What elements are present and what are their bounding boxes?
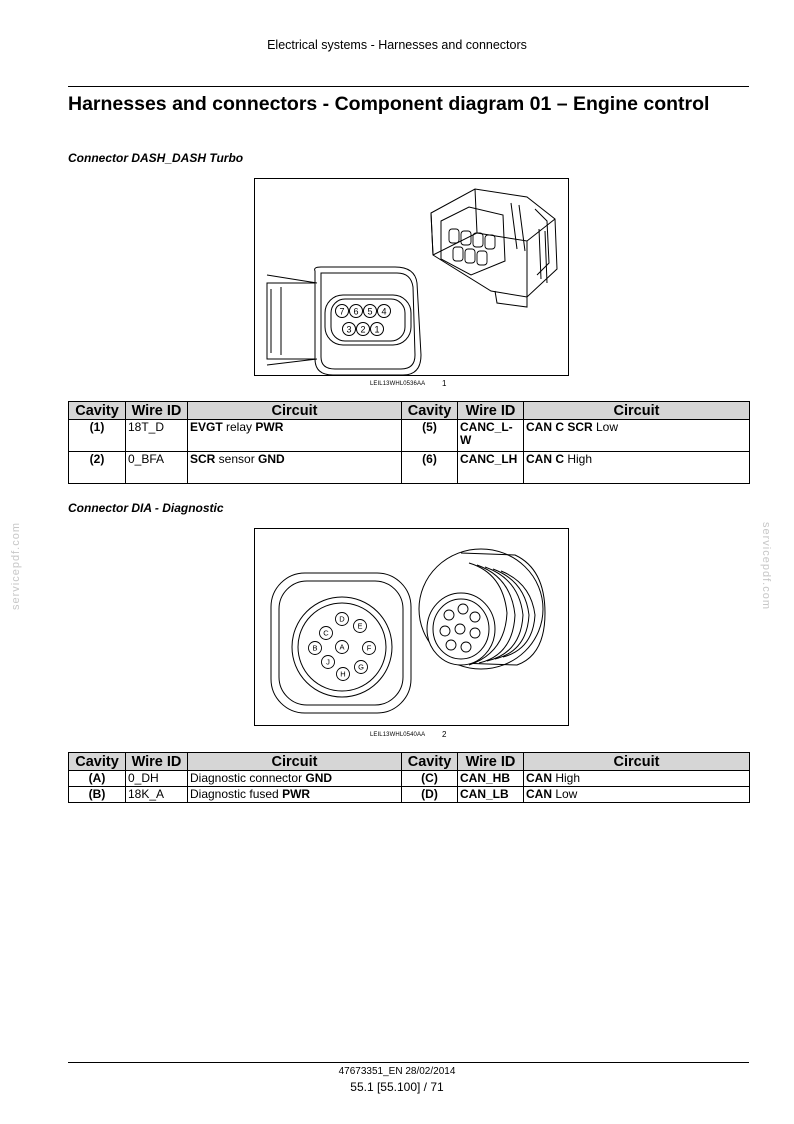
wire-id-cell: CANC_LH — [458, 452, 524, 484]
cavity-cell: (B) — [69, 787, 126, 803]
figure-diagnostic-connector — [254, 528, 569, 726]
footer-doc-id: 47673351_EN 28/02/2014 — [338, 1066, 456, 1077]
circuit-cell: EVGT relay PWR — [188, 420, 402, 452]
table-row — [69, 420, 750, 452]
pin-label: 1 — [374, 324, 380, 335]
page-title: Harnesses and connectors - Component diagram 01 – Engine control — [68, 93, 710, 115]
column-header: Cavity — [402, 753, 458, 771]
pin-label: B — [312, 643, 318, 653]
pin-label: 3 — [346, 324, 352, 335]
pin-label: 6 — [353, 306, 359, 317]
figure-caption: LEIL13WHL0536AA — [370, 381, 426, 387]
circuit-cell: Diagnostic fused PWR — [188, 787, 402, 803]
pin-label: F — [366, 643, 372, 653]
pin-label: 2 — [360, 324, 366, 335]
wire-id-cell: 18T_D — [126, 420, 188, 452]
footer-page-number: 55.1 [55.100] / 71 — [350, 1080, 444, 1094]
pin-label: J — [326, 657, 330, 667]
cavity-cell: (6) — [402, 452, 458, 484]
cavity-cell: (2) — [69, 452, 126, 484]
cavity-cell: (5) — [402, 420, 458, 452]
header-rule — [68, 86, 749, 87]
table-header-row — [69, 753, 750, 771]
table-header-row — [69, 402, 750, 420]
cavity-cell: (D) — [402, 787, 458, 803]
circuit-cell: SCR sensor GND — [188, 452, 402, 484]
column-header: Wire ID — [458, 753, 524, 771]
cavity-cell: (C) — [402, 771, 458, 787]
circuit-cell: CAN High — [524, 771, 750, 787]
table-row — [69, 787, 750, 803]
cavity-cell: (A) — [69, 771, 126, 787]
figure-dash-turbo-connector — [254, 178, 569, 376]
pin-label: C — [323, 628, 329, 638]
wire-id-cell: CANC_L-W — [458, 420, 524, 452]
column-header: Cavity — [402, 402, 458, 420]
watermark-right: servicepdf.com — [759, 522, 772, 610]
wire-id-cell: 0_DH — [126, 771, 188, 787]
section-title-diagnostic: Connector DIA - Diagnostic — [68, 501, 224, 515]
pin-table-dash-turbo — [68, 401, 750, 484]
watermark-left: servicepdf.com — [9, 522, 22, 610]
cavity-cell: (1) — [69, 420, 126, 452]
circuit-cell: CAN Low — [524, 787, 750, 803]
figure-number: 1 — [442, 379, 447, 388]
figure-number: 2 — [442, 730, 447, 739]
wire-id-cell: 0_BFA — [126, 452, 188, 484]
wire-id-cell: CAN_LB — [458, 787, 524, 803]
table-row — [69, 452, 750, 484]
pin-label: 7 — [339, 306, 345, 317]
running-header: Electrical systems - Harnesses and connectors — [267, 38, 527, 52]
column-header: Wire ID — [458, 402, 524, 420]
table-row — [69, 771, 750, 787]
pin-label: A — [339, 642, 345, 652]
wire-id-cell: CAN_HB — [458, 771, 524, 787]
column-header: Circuit — [524, 753, 750, 771]
circuit-cell: CAN C High — [524, 452, 750, 484]
section-title-dash-turbo: Connector DASH_DASH Turbo — [68, 151, 244, 165]
column-header: Wire ID — [126, 753, 188, 771]
pin-label: H — [340, 669, 346, 679]
pin-label: G — [358, 662, 364, 672]
circuit-cell: Diagnostic connector GND — [188, 771, 402, 787]
circuit-cell: CAN C SCR Low — [524, 420, 750, 452]
column-header: Cavity — [69, 753, 126, 771]
column-header: Wire ID — [126, 402, 188, 420]
diagnostic-connector-drawing — [255, 529, 568, 725]
wire-id-cell: 18K_A — [126, 787, 188, 803]
pin-label: 5 — [367, 306, 373, 317]
column-header: Circuit — [188, 753, 402, 771]
pin-label: 4 — [381, 306, 387, 317]
column-header: Cavity — [69, 402, 126, 420]
pin-label: E — [357, 621, 363, 631]
pin-label: D — [339, 614, 345, 624]
column-header: Circuit — [188, 402, 402, 420]
footer-rule — [68, 1062, 749, 1063]
pin-table-diagnostic — [68, 752, 750, 803]
column-header: Circuit — [524, 402, 750, 420]
dash-turbo-connector-drawing — [255, 179, 568, 375]
figure-caption: LEIL13WHL0540AA — [370, 732, 426, 738]
